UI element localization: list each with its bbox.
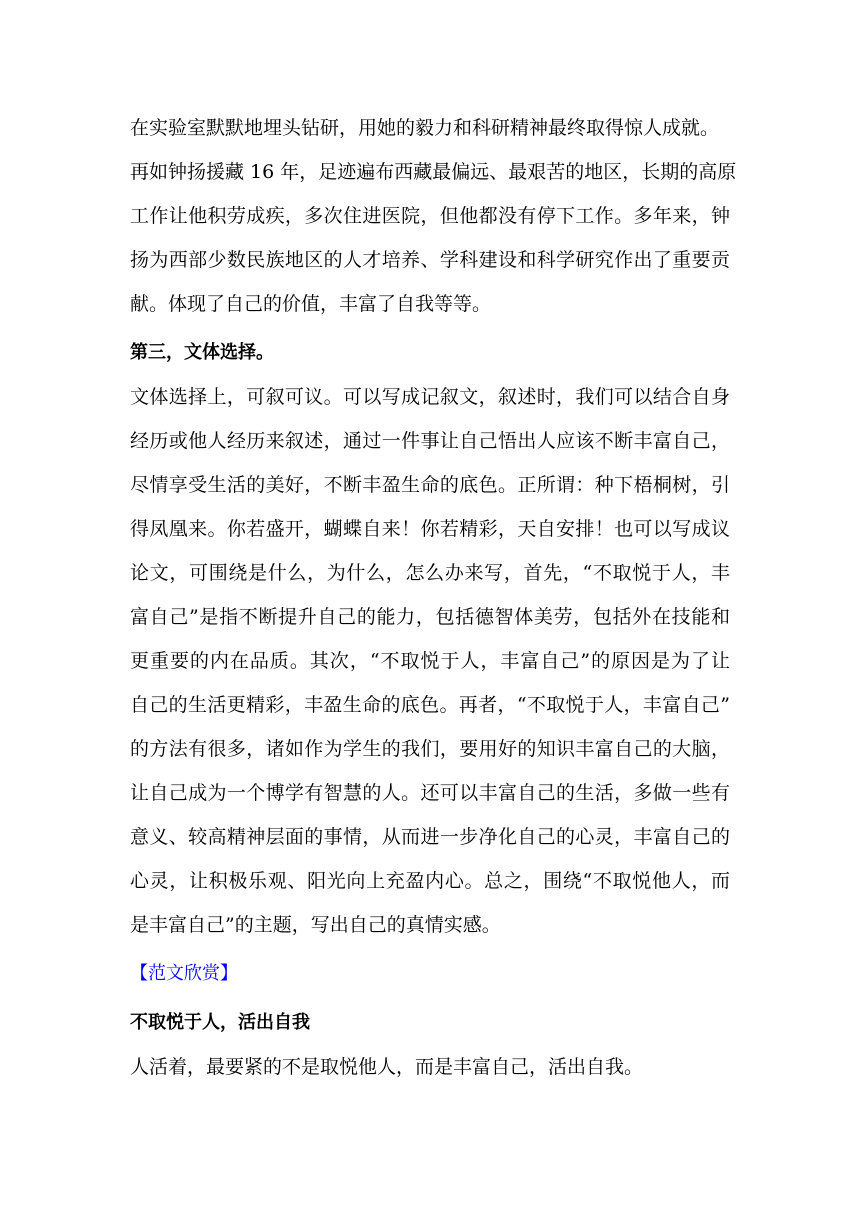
essay-first-line: 人活着，最要紧的不是取悦他人，而是丰富自己，活出自我。: [130, 1056, 644, 1078]
text-line: 论文，可围绕是什么，为什么，怎么办来写，首先，“不取悦于人，丰: [130, 562, 730, 584]
text-line: 扬为西部少数民族地区的人才培养、学科建设和科学研究作出了重要贡: [130, 249, 730, 271]
text-line: 意义、较高精神层面的事情，从而进一步净化自己的心灵，丰富自己的: [130, 826, 730, 848]
text-line: 再如钟扬援藏 16 年，足迹遍布西藏最偏远、最艰苦的地区，长期的高原: [130, 161, 737, 183]
text-line: 更重要的内在品质。其次，“不取悦于人，丰富自己”的原因是为了让: [130, 650, 730, 672]
text-line: 献。体现了自己的价值，丰富了自我等等。: [130, 293, 492, 315]
paragraph-genre-choice: [130, 375, 730, 947]
text-line: 在实验室默默地埋头钻研，用她的毅力和科研精神最终取得惊人成就。: [130, 117, 720, 139]
text-line: 尽情享受生活的美好，不断丰盈生命的底色。正所谓：种下梧桐树，引: [130, 474, 730, 496]
model-essay-tag: 【范文欣赏】: [130, 963, 238, 984]
text-line: 得凤凰来。你若盛开，蝴蝶自来！你若精彩，天自安排！也可以写成议: [130, 518, 730, 540]
text-line: 是丰富自己”的主题，写出自己的真情实感。: [130, 914, 501, 936]
document-page: [130, 106, 737, 1089]
text-line: 自己的生活更精彩，丰盈生命的底色。再者，“不取悦于人，丰富自己”: [130, 694, 730, 716]
text-line: 的方法有很多，诸如作为学生的我们，要用好的知识丰富自己的大脑，: [130, 738, 730, 760]
paragraph-ending-previous: [130, 106, 737, 326]
section-heading: 第三，文体选择。: [130, 342, 274, 363]
text-line: 工作让他积劳成疾，多次住进医院，但他都没有停下工作。多年来，钟: [130, 205, 730, 227]
text-line: 让自己成为一个博学有智慧的人。还可以丰富自己的生活，多做一些有: [130, 782, 730, 804]
text-line: 富自己”是指不断提升自己的能力，包括德智体美劳，包括外在技能和: [130, 606, 730, 628]
essay-title: 不取悦于人，活出自我: [130, 1012, 310, 1033]
text-line: 心灵，让积极乐观、阳光向上充盈内心。总之，围绕“不取悦他人，而: [130, 870, 730, 892]
text-line: 文体选择上，可叙可议。可以写成记叙文，叙述时，我们可以结合自身: [130, 386, 730, 408]
text-line: 经历或他人经历来叙述，通过一件事让自己悟出人应该不断丰富自己，: [130, 430, 730, 452]
